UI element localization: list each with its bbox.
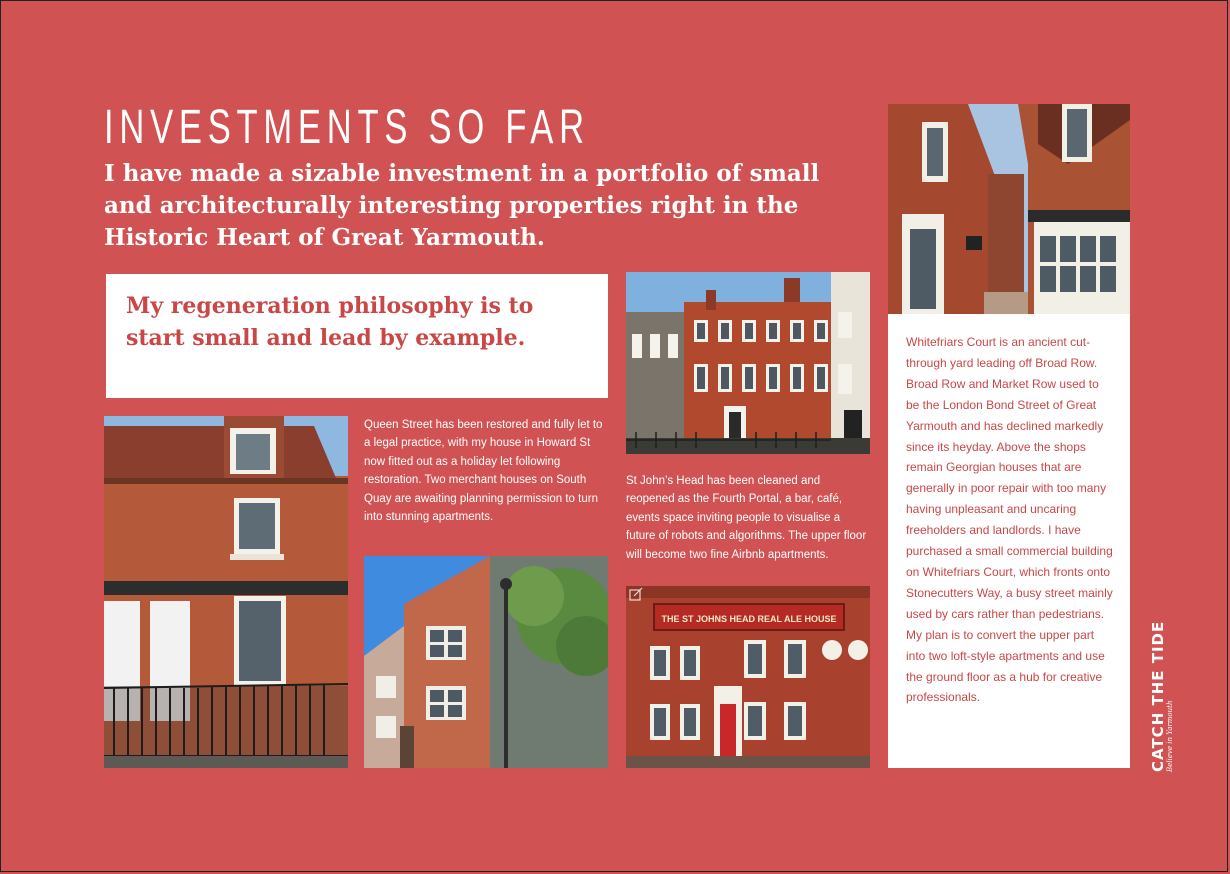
brand-tagline: Believe in Yarmouth [1166, 700, 1174, 772]
photo-georgian-house [626, 272, 870, 454]
brand-name: CATCH THE TIDE [1149, 620, 1167, 772]
photo-whitefriars-court [888, 104, 1130, 314]
st-johns-paragraph: St John’s Head has been cleaned and reopened as the Fourth Portal, a bar, café, events space inviting people to visualise a future of robots and algorithms. The upper floor will become two fine Airbnb apartments. [626, 475, 867, 561]
queen-street-paragraph: Queen Street has been restored and fully let to a legal practice, with my house in Howard St now fitted out as a holiday let following restoration. Two merchant houses on South Quay are awaiting planning permission to turn into stunning apartments. [364, 419, 603, 524]
brand-logo [1150, 621, 1174, 772]
pub-sign-text: THE ST JOHNS HEAD REAL ALE HOUSE [661, 614, 837, 624]
photo-queen-street [104, 416, 348, 768]
pull-quote: My regeneration philosophy is to start small and lead by example. [126, 293, 534, 351]
whitefriars-paragraph: Whitefriars Court is an ancient cut-through yard leading off Broad Row. Broad Row and Market Row used to be the London Bond Street of Great Yarmouth and has declined markedly since its heyday. Above the shops remain Georgian houses that are generally in poor repair with too many having unpleasant and uncaring freeholders and landlords. I have purchased a small commercial building on Whitefriars Court, which fronts onto Stonecutters Way, a busy street mainly used by cars rather than pedestrians. My plan is to convert the upper part into two loft-style apartments and use the ground floor as a hub for creative professionals. [906, 335, 1113, 705]
photo-st-johns-head [626, 586, 870, 768]
whitefriars-panel [888, 314, 1130, 768]
page-subtitle: I have made a sizable investment in a portfolio of small and architecturally interesting properties right in the Historic Heart of Great Yarmouth. [104, 160, 820, 251]
photo-south-quay [364, 556, 608, 768]
page-title: INVESTMENTS SO FAR [104, 101, 590, 154]
pull-quote-box [106, 274, 608, 398]
